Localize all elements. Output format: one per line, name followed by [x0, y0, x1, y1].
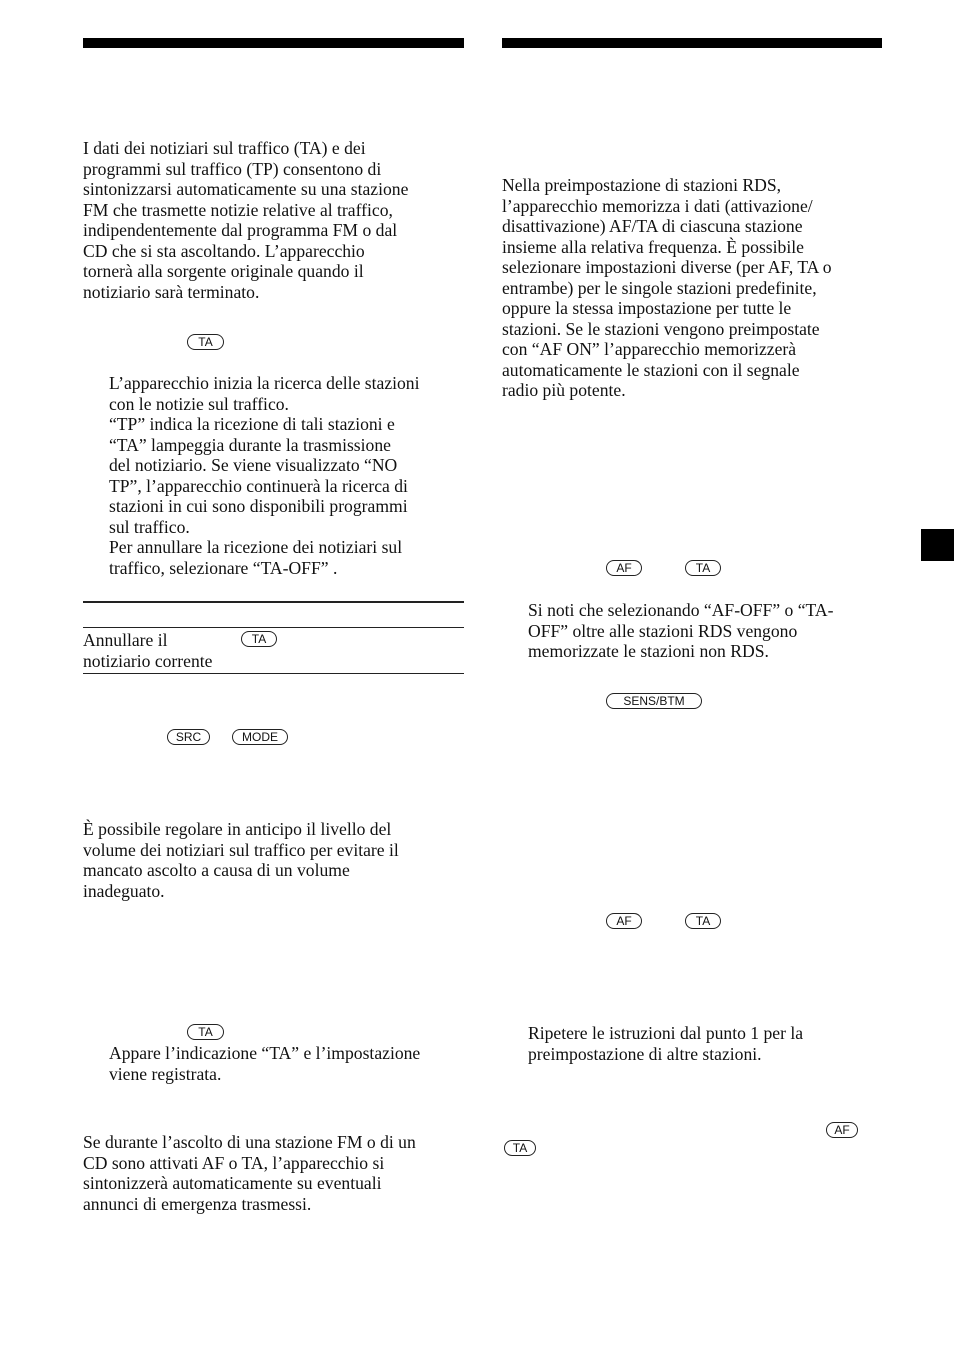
text-line: volume dei notiziari sul traffico per evitare il [83, 839, 399, 860]
text-line: sintonizzerà automaticamente su eventuali [83, 1173, 382, 1193]
text-line: OFF” oltre alle stazioni RDS vengono [528, 620, 798, 641]
ta-button[interactable]: TA [685, 560, 721, 576]
text-line: Per annullare la ricezione dei notiziari sul [109, 537, 403, 557]
af-button[interactable]: AF [606, 560, 642, 576]
text-line: “TP” indica la ricezione di tali stazioni e [109, 414, 395, 434]
text-line: viene registrata. [109, 1063, 222, 1084]
text-line: disattivazione) AF/TA di ciascuna stazione [502, 216, 803, 236]
text-line: selezionare impostazioni diverse (per AF, TA o [502, 257, 832, 277]
text-line: del notiziario. Se viene visualizzato “NO [109, 455, 398, 475]
text-line: insieme alla relativa frequenza. È possibile [502, 236, 804, 257]
ta-button[interactable]: TA [187, 334, 224, 350]
text-line: con le notizie sul traffico. [109, 393, 289, 414]
text-line: oppure la stessa impostazione per tutte le [502, 298, 792, 318]
text-line: stazioni in cui sono disponibili programmi [109, 496, 408, 516]
section-tab-marker [921, 529, 954, 561]
table-top-rule [83, 601, 464, 603]
sens-btm-button[interactable]: SENS/BTM [606, 693, 702, 709]
text-line: “TA” lampeggia durante la trasmissione [109, 434, 391, 455]
text-line: Nella preimpostazione di stazioni RDS, [502, 175, 782, 195]
text-line: mancato ascolto a causa di un volume [83, 860, 350, 880]
text-line: traffico, selezionare “TA-OFF” . [109, 557, 338, 578]
af-button[interactable]: AF [606, 913, 642, 929]
text-line: programmi sul traffico (TP) consentono di [83, 158, 382, 179]
text-line: CD sono attivati AF o TA, l’apparecchio si [83, 1152, 385, 1173]
text-line: annunci di emergenza trasmessi. [83, 1193, 312, 1214]
table-bottom-rule [83, 673, 464, 674]
text-line: È possibile regolare in anticipo il livello del [83, 819, 392, 839]
ta-button[interactable]: TA [685, 913, 721, 929]
text-line: notiziario sarà terminato. [83, 281, 260, 302]
text-line: CD che si sta ascoltando. L’apparecchio [83, 240, 365, 261]
text-line: I dati dei notiziari sul traffico (TA) e dei [83, 138, 366, 158]
af-button[interactable]: AF [826, 1122, 858, 1138]
text-line: L’apparecchio inizia la ricerca delle stazioni [109, 373, 420, 393]
text-line: l’apparecchio memorizza i dati (attivazione/ [502, 195, 813, 216]
text-line: Appare l’indicazione “TA” e l’impostazione [109, 1043, 421, 1063]
text-line: automaticamente le stazioni con il segnale [502, 359, 800, 380]
mode-button[interactable]: MODE [232, 729, 288, 745]
text-line: FM che trasmette notizie relative al traffico, [83, 199, 393, 220]
table-row-label: Annullare il [83, 630, 168, 650]
right-header-bar [502, 38, 882, 48]
text-line: memorizzate le stazioni non RDS. [528, 641, 769, 661]
text-line: tornerà alla sorgente originale quando il [83, 261, 364, 281]
text-line: sul traffico. [109, 516, 190, 537]
text-line: entrambe) per le singole stazioni predefinite, [502, 277, 817, 298]
text-line: Si noti che selezionando “AF-OFF” o “TA- [528, 600, 834, 620]
text-line: inadeguato. [83, 880, 165, 901]
text-line: Ripetere le istruzioni dal punto 1 per la [528, 1023, 804, 1043]
table-header-rule [83, 627, 464, 628]
src-button[interactable]: SRC [167, 729, 210, 745]
text-line: TP”, l’apparecchio continuerà la ricerca di [109, 475, 408, 496]
text-line: radio più potente. [502, 380, 626, 400]
left-header-bar [83, 38, 464, 48]
ta-button[interactable]: TA [241, 631, 277, 647]
text-line: preimpostazione di altre stazioni. [528, 1043, 762, 1064]
text-line: Se durante l’ascolto di una stazione FM o di un [83, 1132, 416, 1152]
text-line: indipendentemente dal programma FM o dal [83, 220, 398, 240]
text-line: sintonizzarsi automaticamente su una stazione [83, 179, 409, 199]
text-line: stazioni. Se le stazioni vengono preimpostate [502, 318, 820, 339]
text-line: con “AF ON” l’apparecchio memorizzerà [502, 339, 797, 359]
table-row-label: notiziario corrente [83, 650, 213, 671]
ta-button[interactable]: TA [187, 1024, 224, 1040]
ta-button[interactable]: TA [504, 1140, 536, 1156]
